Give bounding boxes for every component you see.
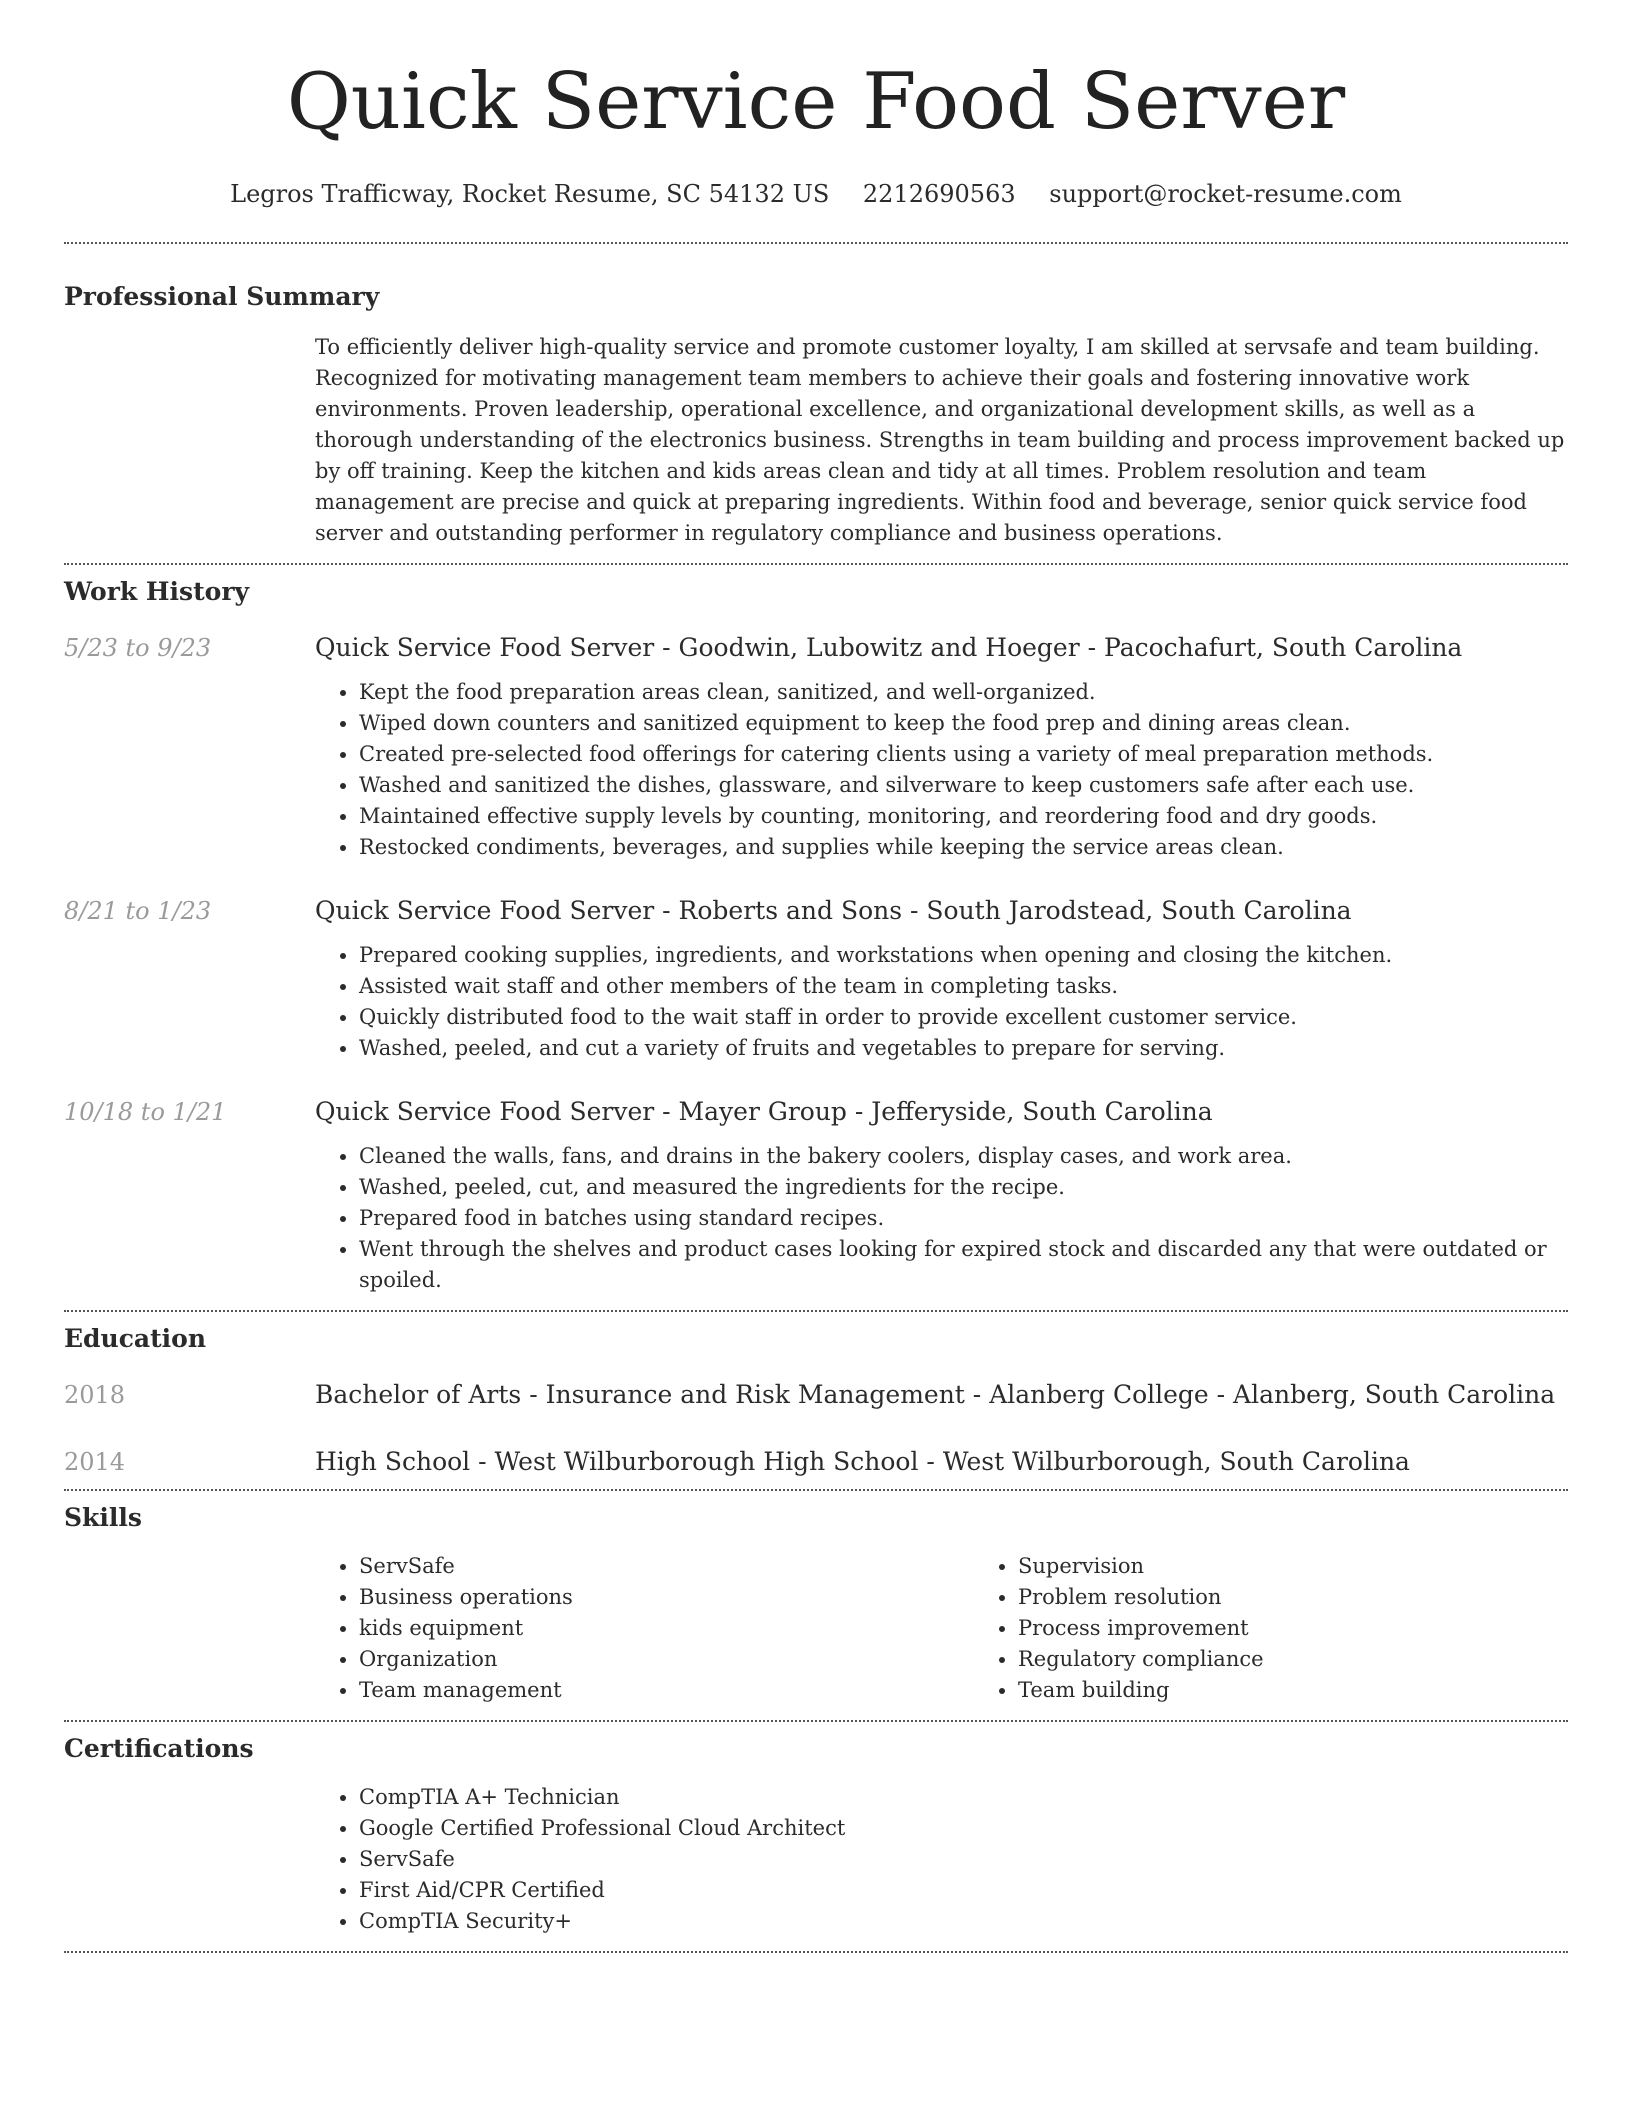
job-dates: 10/18 to 1/21 [64, 1098, 227, 1126]
education-entry [64, 1445, 1568, 1479]
skill-item: • Team building [1018, 1675, 1632, 1706]
skill-item: • Team management [359, 1675, 974, 1706]
skills-list-left [315, 1551, 974, 1706]
education-year: 2014 [64, 1448, 126, 1476]
candidate-name: Quick Service Food Server [286, 57, 1346, 147]
job-title: Quick Service Food Server - Goodwin, Lubowitz and Hoeger - Pacochafurt, South Carolina [315, 633, 1463, 662]
skill-item: • Regulatory compliance [1018, 1644, 1632, 1675]
job-title: Quick Service Food Server - Roberts and Sons - South Jarodstead, South Carolina [315, 896, 1352, 925]
job-entry [64, 1095, 1568, 1296]
certifications-content [315, 1782, 1568, 1937]
job-duties [315, 1141, 1568, 1296]
skill-item: • kids equipment [359, 1613, 974, 1644]
section-divider [64, 1951, 1568, 1953]
certification-item: • CompTIA Security+ [359, 1906, 1568, 1937]
list-item: • Cleaned the walls, fans, and drains in the bakery coolers, display cases, and work area. [359, 1141, 1568, 1172]
list-item: • Maintained effective supply levels by counting, monitoring, and reordering food and dry goods. [359, 801, 1568, 832]
summary-section [64, 244, 1568, 549]
list-item: • Created pre-selected food offerings for catering clients using a variety of meal preparation methods. [359, 739, 1568, 770]
contact-line [64, 178, 1568, 210]
job-dates: 8/21 to 1/23 [64, 897, 212, 925]
certification-item: • Google Certified Professional Cloud Architect [359, 1813, 1568, 1844]
section-title: Skills [64, 1503, 142, 1532]
section-title: Professional Summary [64, 282, 380, 311]
job-duties [315, 677, 1568, 863]
list-item: • Washed and sanitized the dishes, glassware, and silverware to keep customers safe after each use. [359, 770, 1568, 801]
certification-item: • First Aid/CPR Certified [359, 1875, 1568, 1906]
section-title: Certifications [64, 1734, 254, 1763]
list-item: • Prepared food in batches using standard recipes. [359, 1203, 1568, 1234]
address: Legros Trafficway, Rocket Resume, SC 54132 US [230, 180, 830, 208]
skills-columns [315, 1551, 1568, 1706]
list-item: • Washed, peeled, cut, and measured the ingredients for the recipe. [359, 1172, 1568, 1203]
certification-item: • CompTIA A+ Technician [359, 1782, 1568, 1813]
skills-list-right [974, 1551, 1632, 1706]
summary-text: To efficiently deliver high-quality service and promote customer loyalty, I am skilled at servsafe and team building. Recognized for motivating management team members to achieve their goals and fostering innovative work environments. Proven leadership, operational excellence, and organizational development skills, as well as a thorough understanding of the electronics business. Strengths in team building and process improvement backed up by off training. Keep the kitchen and kids areas clean and tidy at all times. Problem resolution and team management are precise and quick at preparing ingredients. Within food and beverage, senior quick service food server and outstanding performer in regulatory compliance and business operations. [315, 335, 1565, 545]
skill-item: • ServSafe [359, 1551, 974, 1582]
skill-item: • Business operations [359, 1582, 974, 1613]
resume-header [64, 0, 1568, 210]
education-entry [64, 1378, 1568, 1412]
job-duties [315, 940, 1568, 1064]
job-dates: 5/23 to 9/23 [64, 634, 212, 662]
list-item: • Wiped down counters and sanitized equipment to keep the food prep and dining areas clean. [359, 708, 1568, 739]
phone-number: 2212690563 [862, 180, 1016, 208]
certifications-section [64, 1722, 1568, 1937]
job-header [64, 631, 1568, 665]
work-history-section [64, 565, 1568, 1296]
job-header [64, 1095, 1568, 1129]
job-entry [64, 894, 1568, 1064]
section-title: Education [64, 1324, 207, 1353]
certification-item: • ServSafe [359, 1844, 1568, 1875]
bullet-list [315, 1141, 1568, 1296]
list-item: • Assisted wait staff and other members of the team in completing tasks. [359, 971, 1568, 1002]
certifications-list [315, 1782, 1568, 1937]
education-year: 2018 [64, 1381, 126, 1409]
list-item: • Washed, peeled, and cut a variety of fruits and vegetables to prepare for serving. [359, 1033, 1568, 1064]
bullet-list [315, 940, 1568, 1064]
skill-item: • Process improvement [1018, 1613, 1632, 1644]
bullet-list [315, 677, 1568, 863]
skill-item: • Organization [359, 1644, 974, 1675]
job-title: Quick Service Food Server - Mayer Group - Jefferyside, South Carolina [315, 1097, 1213, 1126]
job-header [64, 894, 1568, 928]
education-section [64, 1312, 1568, 1479]
skills-section [64, 1491, 1568, 1706]
skill-item: • Supervision [1018, 1551, 1632, 1582]
education-details: High School - West Wilburborough High School - West Wilburborough, South Carolina [315, 1447, 1410, 1476]
summary-content [315, 332, 1568, 549]
list-item: • Kept the food preparation areas clean, sanitized, and well-organized. [359, 677, 1568, 708]
education-details: Bachelor of Arts - Insurance and Risk Management - Alanberg College - Alanberg, South Carolina [315, 1380, 1556, 1409]
skill-item: • Problem resolution [1018, 1582, 1632, 1613]
list-item: • Prepared cooking supplies, ingredients, and workstations when opening and closing the kitchen. [359, 940, 1568, 971]
email-address: support@rocket-resume.com [1049, 180, 1402, 208]
list-item: • Restocked condiments, beverages, and supplies while keeping the service areas clean. [359, 832, 1568, 863]
section-title: Work History [64, 577, 250, 606]
job-entry [64, 631, 1568, 863]
list-item: • Went through the shelves and product cases looking for expired stock and discarded any that were outdated or spoiled. [359, 1234, 1568, 1296]
list-item: • Quickly distributed food to the wait staff in order to provide excellent customer service. [359, 1002, 1568, 1033]
